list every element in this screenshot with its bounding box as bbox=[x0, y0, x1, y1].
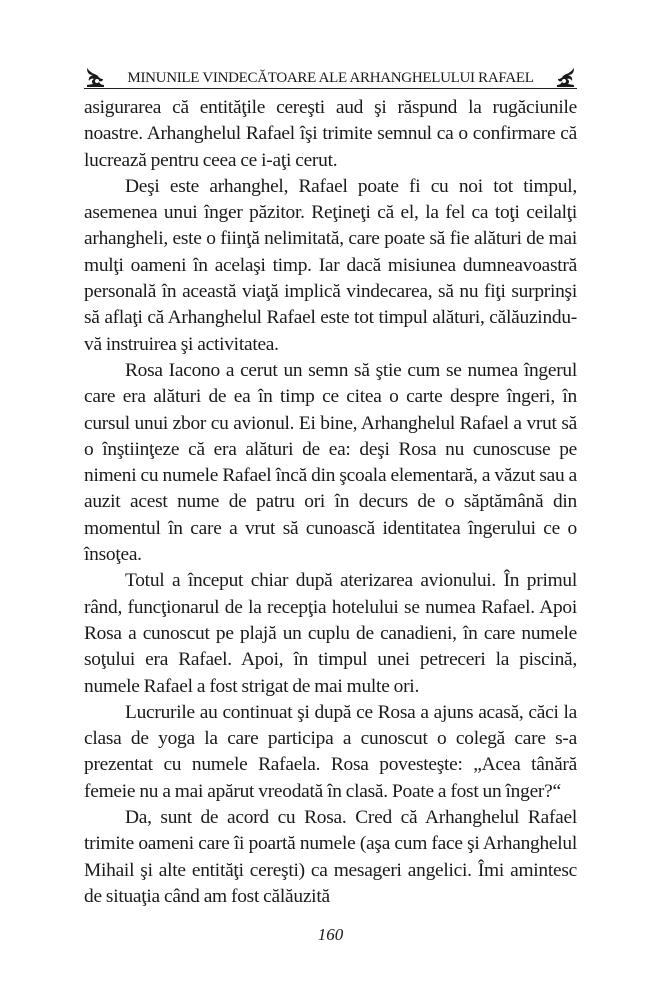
page-number: 160 bbox=[317, 925, 344, 945]
paragraph: Lucrurile au continuat şi după ce Rosa a ajuns acasă, căci la clasa de yoga la care participa a cunoscut o colegă care s-a prezentat cu numele Rafaela. Rosa povesteşte: „Acea tânără femeie nu a mai apărut vreodată în clasă. Poate a fost un înger?“ bbox=[84, 701, 577, 802]
paragraph: Totul a început chiar după aterizarea avionului. În primul rând, funcţionarul de la recepţia hotelului se numea Rafael. Apoi Rosa a cunoscut pe plajă un cuplu de canadieni, în care numele soţului era Rafael. Apoi, în timpul unei petreceri la piscină, numele Rafael a fost strigat de mai multe ori. bbox=[84, 570, 577, 697]
paragraph: Da, sunt de acord cu Rosa. Cred că Arhanghelul Rafael trimite oameni care îi poartă numele (aşa cum face şi Arhanghelul Mihail şi alte entităţi cereşti) ca mesageri angelici. Îmi amintesc de situaţia când am fost călăuzită bbox=[84, 807, 577, 907]
flourish-ornament-icon bbox=[84, 66, 106, 88]
paragraph: Rosa Iacono a cerut un semn să ştie cum se numea îngerul care era alături de ea în timp ce citea o carte despre îngeri, în cursul unui zbor cu avionul. Ei bine, Arhanghelul Rafael a vrut să o înştiinţeze că era alături de ea: deşi Rosa nu cunoscuse pe nimeni cu numele Rafael încă din şcoala elementară, a văzut sau a auzit acest nume de patru ori în decurs de o săptămână din momentul în care a vrut să cunoască identitatea îngerului ce o însoţea. bbox=[84, 359, 577, 566]
running-header bbox=[84, 64, 577, 88]
paragraph: asigurarea că entităţile cereşti aud şi răspund la rugăciunile noastre. Arhanghelul Rafael îşi trimite semnul ca o confirmare că lucrează pentru ceea ce i-aţi cerut. bbox=[84, 97, 577, 171]
page bbox=[84, 0, 577, 966]
body-text bbox=[84, 95, 577, 910]
header-rule bbox=[84, 88, 577, 89]
running-title: MINUNILE VINDECĂTOARE ALE ARHANGHELULUI RAFAEL bbox=[127, 70, 534, 86]
flourish-ornament-icon bbox=[555, 66, 577, 88]
paragraph: Deşi este arhanghel, Rafael poate fi cu noi tot timpul, asemenea unui înger păzitor. Reţineţi că el, la fel ca toţi ceilalţi arhangheli, este o fiinţă nelimitată, care poate să fie alături de mai mulţi oameni în acelaşi timp. Iar dacă misiunea dumneavoastră personală în această viaţă implică vindecarea, să nu fiţi surprinşi să aflaţi că Arhanghelul Rafael este tot timpul alături, călăuzindu-vă instruirea şi activitatea. bbox=[84, 175, 577, 355]
